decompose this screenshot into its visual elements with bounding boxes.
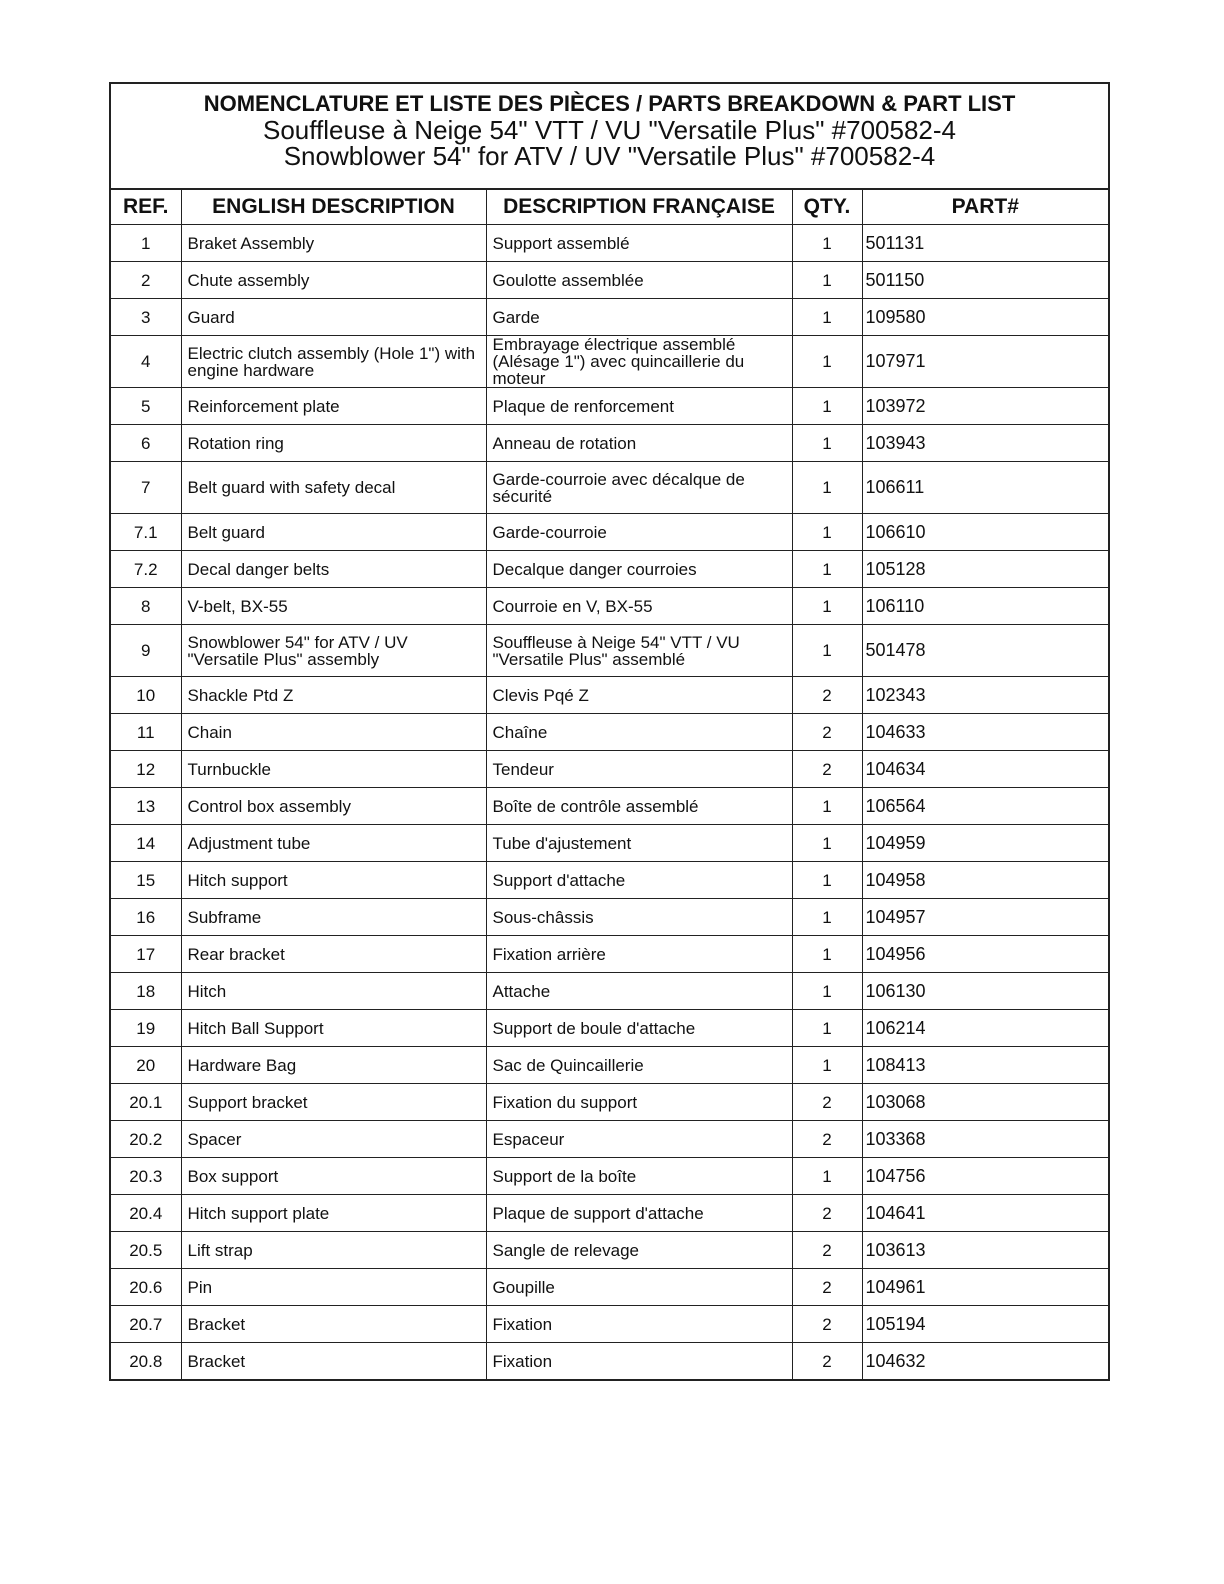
qty-cell: 2 xyxy=(792,1306,862,1343)
english-description-cell: Lift strap xyxy=(181,1232,486,1269)
english-description-cell: Shackle Ptd Z xyxy=(181,677,486,714)
part-number-cell: 501150 xyxy=(862,262,1108,299)
ref-cell: 4 xyxy=(111,336,181,388)
qty-cell: 2 xyxy=(792,1269,862,1306)
qty-cell: 2 xyxy=(792,714,862,751)
part-number-cell: 104632 xyxy=(862,1343,1108,1380)
table-row xyxy=(111,973,1108,1010)
column-header-ref: REF. xyxy=(111,190,181,225)
english-description-cell: Support bracket xyxy=(181,1084,486,1121)
table-row xyxy=(111,1121,1108,1158)
english-description-cell: Belt guard with safety decal xyxy=(181,462,486,514)
table-row xyxy=(111,425,1108,462)
qty-cell: 2 xyxy=(792,1232,862,1269)
french-description-cell: Anneau de rotation xyxy=(486,425,792,462)
qty-cell: 1 xyxy=(792,788,862,825)
parts-table xyxy=(111,190,1108,1379)
part-number-cell: 106564 xyxy=(862,788,1108,825)
french-description-cell: Plaque de renforcement xyxy=(486,388,792,425)
table-row xyxy=(111,936,1108,973)
english-description-cell: Control box assembly xyxy=(181,788,486,825)
french-description-cell: Support d'attache xyxy=(486,862,792,899)
part-number-cell: 102343 xyxy=(862,677,1108,714)
french-description-cell: Clevis Pqé Z xyxy=(486,677,792,714)
english-description-cell: Reinforcement plate xyxy=(181,388,486,425)
table-row xyxy=(111,1306,1108,1343)
part-number-cell: 107971 xyxy=(862,336,1108,388)
qty-cell: 2 xyxy=(792,751,862,788)
ref-cell: 20.5 xyxy=(111,1232,181,1269)
ref-cell: 19 xyxy=(111,1010,181,1047)
part-number-cell: 104959 xyxy=(862,825,1108,862)
french-description-cell: Attache xyxy=(486,973,792,1010)
table-row xyxy=(111,388,1108,425)
french-description-cell: Boîte de contrôle assemblé xyxy=(486,788,792,825)
table-row xyxy=(111,788,1108,825)
qty-cell: 1 xyxy=(792,1047,862,1084)
qty-cell: 1 xyxy=(792,388,862,425)
qty-cell: 1 xyxy=(792,225,862,262)
table-row xyxy=(111,677,1108,714)
part-number-cell: 501478 xyxy=(862,625,1108,677)
french-description-cell: Tendeur xyxy=(486,751,792,788)
english-description-cell: Subframe xyxy=(181,899,486,936)
english-description-cell: Spacer xyxy=(181,1121,486,1158)
french-description-cell: Garde xyxy=(486,299,792,336)
column-header-english: ENGLISH DESCRIPTION xyxy=(181,190,486,225)
part-number-cell: 103972 xyxy=(862,388,1108,425)
french-description-cell: Garde-courroie avec décalque de sécurité xyxy=(486,462,792,514)
qty-cell: 2 xyxy=(792,1121,862,1158)
french-description-cell: Sous-châssis xyxy=(486,899,792,936)
ref-cell: 20 xyxy=(111,1047,181,1084)
english-description-cell: Pin xyxy=(181,1269,486,1306)
part-number-cell: 105128 xyxy=(862,551,1108,588)
column-header-french: DESCRIPTION FRANÇAISE xyxy=(486,190,792,225)
ref-cell: 20.3 xyxy=(111,1158,181,1195)
table-row xyxy=(111,462,1108,514)
part-number-cell: 104634 xyxy=(862,751,1108,788)
qty-cell: 1 xyxy=(792,551,862,588)
table-row xyxy=(111,1084,1108,1121)
english-description-cell: Snowblower 54" for ATV / UV "Versatile Plus" assembly xyxy=(181,625,486,677)
english-description-cell: Bracket xyxy=(181,1343,486,1380)
part-number-cell: 106610 xyxy=(862,514,1108,551)
english-description-cell: Braket Assembly xyxy=(181,225,486,262)
qty-cell: 2 xyxy=(792,1195,862,1232)
qty-cell: 1 xyxy=(792,299,862,336)
qty-cell: 1 xyxy=(792,1158,862,1195)
ref-cell: 2 xyxy=(111,262,181,299)
table-row xyxy=(111,1195,1108,1232)
ref-cell: 6 xyxy=(111,425,181,462)
ref-cell: 15 xyxy=(111,862,181,899)
part-number-cell: 104961 xyxy=(862,1269,1108,1306)
english-description-cell: Hitch support xyxy=(181,862,486,899)
ref-cell: 14 xyxy=(111,825,181,862)
qty-cell: 1 xyxy=(792,899,862,936)
part-number-cell: 106110 xyxy=(862,588,1108,625)
qty-cell: 1 xyxy=(792,588,862,625)
english-description-cell: V-belt, BX-55 xyxy=(181,588,486,625)
part-number-cell: 104956 xyxy=(862,936,1108,973)
english-description-cell: Guard xyxy=(181,299,486,336)
part-number-cell: 104641 xyxy=(862,1195,1108,1232)
english-description-cell: Rear bracket xyxy=(181,936,486,973)
table-row xyxy=(111,588,1108,625)
french-description-cell: Fixation xyxy=(486,1306,792,1343)
part-number-cell: 103613 xyxy=(862,1232,1108,1269)
part-number-cell: 108413 xyxy=(862,1047,1108,1084)
column-header-part: PART# xyxy=(862,190,1108,225)
part-number-cell: 109580 xyxy=(862,299,1108,336)
ref-cell: 11 xyxy=(111,714,181,751)
part-number-cell: 104633 xyxy=(862,714,1108,751)
ref-cell: 16 xyxy=(111,899,181,936)
table-row xyxy=(111,899,1108,936)
table-row xyxy=(111,751,1108,788)
table-row xyxy=(111,514,1108,551)
french-description-cell: Goupille xyxy=(486,1269,792,1306)
table-row xyxy=(111,299,1108,336)
qty-cell: 1 xyxy=(792,936,862,973)
part-number-cell: 106130 xyxy=(862,973,1108,1010)
english-description-cell: Decal danger belts xyxy=(181,551,486,588)
table-row xyxy=(111,1343,1108,1380)
english-description-cell: Hitch xyxy=(181,973,486,1010)
part-number-cell: 106214 xyxy=(862,1010,1108,1047)
english-description-cell: Hardware Bag xyxy=(181,1047,486,1084)
part-number-cell: 104957 xyxy=(862,899,1108,936)
french-description-cell: Sangle de relevage xyxy=(486,1232,792,1269)
ref-cell: 7 xyxy=(111,462,181,514)
part-number-cell: 103368 xyxy=(862,1121,1108,1158)
table-row xyxy=(111,336,1108,388)
qty-cell: 2 xyxy=(792,1084,862,1121)
ref-cell: 9 xyxy=(111,625,181,677)
ref-cell: 12 xyxy=(111,751,181,788)
ref-cell: 13 xyxy=(111,788,181,825)
parts-list-sheet xyxy=(109,82,1110,1381)
table-row xyxy=(111,225,1108,262)
french-description-cell: Sac de Quincaillerie xyxy=(486,1047,792,1084)
french-description-cell: Decalque danger courroies xyxy=(486,551,792,588)
table-row xyxy=(111,1269,1108,1306)
ref-cell: 5 xyxy=(111,388,181,425)
english-description-cell: Electric clutch assembly (Hole 1") with engine hardware xyxy=(181,336,486,388)
ref-cell: 20.8 xyxy=(111,1343,181,1380)
ref-cell: 3 xyxy=(111,299,181,336)
ref-cell: 18 xyxy=(111,973,181,1010)
ref-cell: 10 xyxy=(111,677,181,714)
table-row xyxy=(111,262,1108,299)
table-header-row xyxy=(111,190,1108,225)
part-number-cell: 104958 xyxy=(862,862,1108,899)
product-title-english: Snowblower 54" for ATV / UV "Versatile Plus" #700582-4 xyxy=(283,141,936,171)
english-description-cell: Box support xyxy=(181,1158,486,1195)
french-description-cell: Fixation xyxy=(486,1343,792,1380)
qty-cell: 1 xyxy=(792,336,862,388)
english-description-cell: Hitch Ball Support xyxy=(181,1010,486,1047)
french-description-cell: Goulotte assemblée xyxy=(486,262,792,299)
french-description-cell: Support assemblé xyxy=(486,225,792,262)
qty-cell: 1 xyxy=(792,262,862,299)
table-row xyxy=(111,1232,1108,1269)
table-row xyxy=(111,825,1108,862)
part-number-cell: 105194 xyxy=(862,1306,1108,1343)
qty-cell: 2 xyxy=(792,1343,862,1380)
part-number-cell: 106611 xyxy=(862,462,1108,514)
english-description-cell: Belt guard xyxy=(181,514,486,551)
french-description-cell: Courroie en V, BX-55 xyxy=(486,588,792,625)
french-description-cell: Support de boule d'attache xyxy=(486,1010,792,1047)
ref-cell: 8 xyxy=(111,588,181,625)
qty-cell: 2 xyxy=(792,677,862,714)
table-row xyxy=(111,714,1108,751)
english-description-cell: Adjustment tube xyxy=(181,825,486,862)
ref-cell: 7.1 xyxy=(111,514,181,551)
french-description-cell: Plaque de support d'attache xyxy=(486,1195,792,1232)
ref-cell: 17 xyxy=(111,936,181,973)
ref-cell: 20.7 xyxy=(111,1306,181,1343)
french-description-cell: Espaceur xyxy=(486,1121,792,1158)
part-number-cell: 501131 xyxy=(862,225,1108,262)
french-description-cell: Chaîne xyxy=(486,714,792,751)
table-row xyxy=(111,1010,1108,1047)
ref-cell: 7.2 xyxy=(111,551,181,588)
english-description-cell: Rotation ring xyxy=(181,425,486,462)
french-description-cell: Souffleuse à Neige 54" VTT / VU "Versatile Plus" assemblé xyxy=(486,625,792,677)
qty-cell: 1 xyxy=(792,462,862,514)
qty-cell: 1 xyxy=(792,973,862,1010)
part-number-cell: 103068 xyxy=(862,1084,1108,1121)
french-description-cell: Fixation du support xyxy=(486,1084,792,1121)
table-row xyxy=(111,625,1108,677)
english-description-cell: Turnbuckle xyxy=(181,751,486,788)
table-row xyxy=(111,1047,1108,1084)
qty-cell: 1 xyxy=(792,625,862,677)
ref-cell: 20.6 xyxy=(111,1269,181,1306)
qty-cell: 1 xyxy=(792,862,862,899)
qty-cell: 1 xyxy=(792,825,862,862)
qty-cell: 1 xyxy=(792,514,862,551)
ref-cell: 20.4 xyxy=(111,1195,181,1232)
french-description-cell: Support de la boîte xyxy=(486,1158,792,1195)
table-row xyxy=(111,551,1108,588)
french-description-cell: Tube d'ajustement xyxy=(486,825,792,862)
ref-cell: 20.2 xyxy=(111,1121,181,1158)
ref-cell: 20.1 xyxy=(111,1084,181,1121)
table-row xyxy=(111,1158,1108,1195)
french-description-cell: Garde-courroie xyxy=(486,514,792,551)
part-number-cell: 103943 xyxy=(862,425,1108,462)
english-description-cell: Hitch support plate xyxy=(181,1195,486,1232)
title-block xyxy=(111,84,1108,190)
qty-cell: 1 xyxy=(792,425,862,462)
english-description-cell: Chain xyxy=(181,714,486,751)
part-number-cell: 104756 xyxy=(862,1158,1108,1195)
table-row xyxy=(111,862,1108,899)
english-description-cell: Bracket xyxy=(181,1306,486,1343)
product-title-french: Souffleuse à Neige 54" VTT / VU "Versatile Plus" #700582-4 xyxy=(262,115,957,145)
english-description-cell: Chute assembly xyxy=(181,262,486,299)
ref-cell: 1 xyxy=(111,225,181,262)
document-title: NOMENCLATURE ET LISTE DES PIÈCES / PARTS BREAKDOWN & PART LIST xyxy=(203,91,1016,116)
column-header-qty: QTY. xyxy=(792,190,862,225)
qty-cell: 1 xyxy=(792,1010,862,1047)
french-description-cell: Embrayage électrique assemblé (Alésage 1") avec quincaillerie du moteur xyxy=(486,336,792,388)
french-description-cell: Fixation arrière xyxy=(486,936,792,973)
